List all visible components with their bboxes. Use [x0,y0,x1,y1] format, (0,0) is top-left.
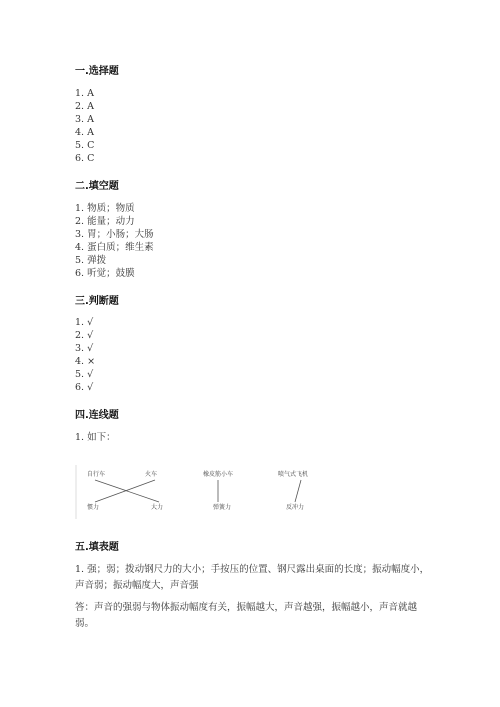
section-heading-judge: 三.判断题 [75,296,119,307]
section-heading-match: 四.连线题 [75,410,119,421]
answer-line: 2. 能量；动力 [75,216,135,227]
answer-line: 6. 听觉；鼓膜 [75,268,135,279]
answer-line: 3. A [75,114,94,125]
matching-diagram [75,463,330,521]
section-heading-table: 五.填表题 [75,542,119,553]
diagram-bottom-label: 惯力 [87,504,100,511]
section-heading-fill: 二.填空题 [75,181,119,192]
answer-paragraph: 1. 强；弱；拨动钢尺力的大小；手按压的位置、钢尺露出桌面的长度；振动幅度小，声音弱；振动幅度大，声音强 [75,564,430,591]
answer-line: 4. 蛋白质；维生素 [75,242,154,253]
answer-line: 5. C [75,140,95,151]
answer-line: 3. √ [75,343,94,354]
answer-line: 1. √ [75,317,94,328]
diagram-top-label: 橡皮筋小车 [203,471,234,478]
answer-line: 5. √ [75,369,94,380]
answer-paragraph: 答：声音的强弱与物体振动幅度有关，振幅越大，声音越强，振幅越小，声音就越弱。 [75,602,418,629]
answer-line: 2. A [75,101,94,112]
answer-line: 1. A [75,88,94,99]
section-heading-choice: 一.选择题 [75,66,119,77]
diagram-bottom-label: 弹簧力 [213,504,232,511]
match-line [295,480,301,502]
diagram-top-label: 火车 [145,471,158,478]
answer-line: 5. 弹拨 [75,255,107,266]
answer-line: 1. 物质；物质 [75,203,135,214]
answer-line: 4. × [75,356,96,367]
answer-line: 6. √ [75,382,94,393]
answer-line: 4. A [75,127,94,138]
diagram-bottom-label: 大力 [151,504,164,511]
answer-line: 2. √ [75,330,94,341]
answer-line: 3. 胃；小肠；大肠 [75,229,154,240]
answer-line: 1. 如下： [75,432,116,443]
answer-line: 6. C [75,153,95,164]
diagram-top-label: 自行车 [87,471,106,478]
diagram-top-label: 喷气式飞机 [278,471,309,478]
matching-diagram-svg [75,463,330,521]
diagram-bottom-label: 反冲力 [286,504,305,511]
